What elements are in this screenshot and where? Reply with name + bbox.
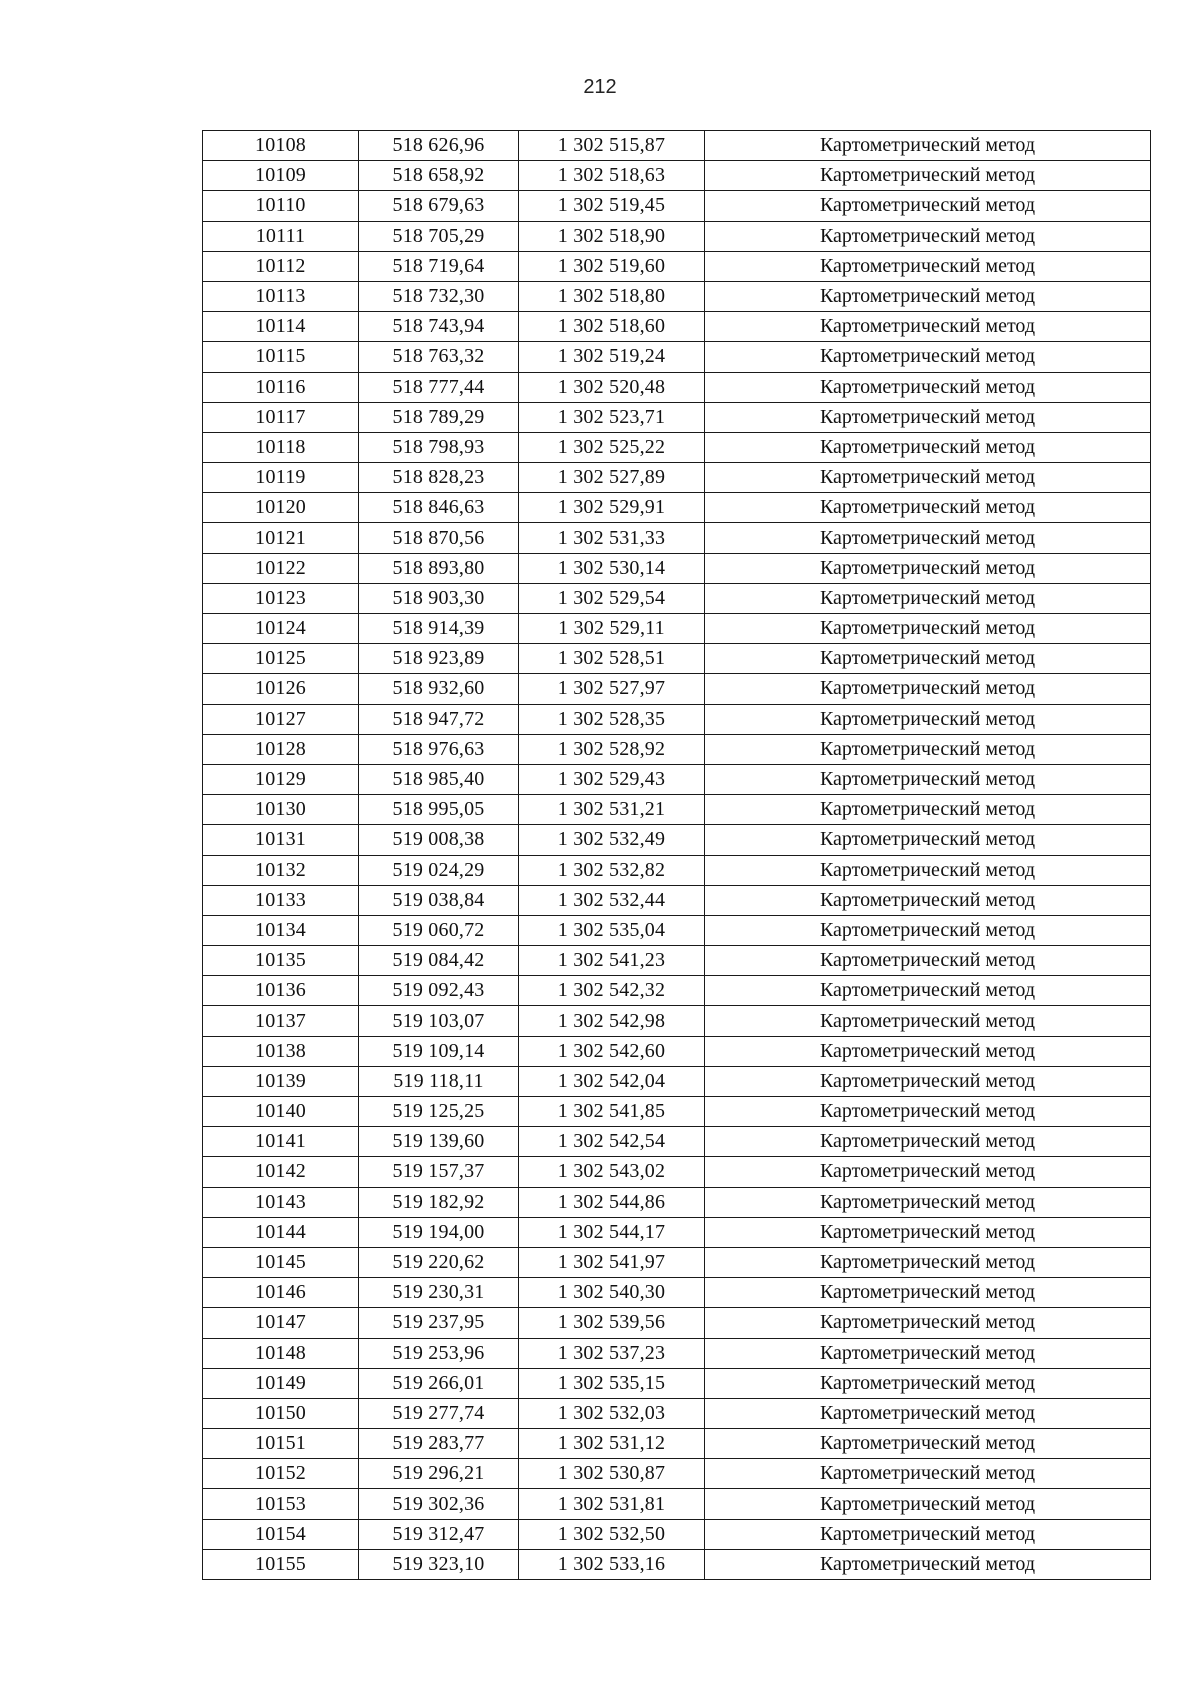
y-coordinate-cell: 1 302 531,33 — [519, 523, 705, 553]
table-row — [203, 1489, 1151, 1519]
y-coordinate-cell: 1 302 532,50 — [519, 1519, 705, 1549]
y-coordinate-cell: 1 302 542,04 — [519, 1066, 705, 1096]
table-row — [203, 644, 1151, 674]
table-row — [203, 1308, 1151, 1338]
table-row — [203, 1459, 1151, 1489]
method-cell: Картометрический метод — [705, 704, 1151, 734]
point-number-cell: 10110 — [203, 191, 359, 221]
y-coordinate-cell: 1 302 519,45 — [519, 191, 705, 221]
method-cell: Картометрический метод — [705, 795, 1151, 825]
method-cell: Картометрический метод — [705, 1519, 1151, 1549]
table-row — [203, 1278, 1151, 1308]
method-cell: Картометрический метод — [705, 1278, 1151, 1308]
x-coordinate-cell: 519 277,74 — [359, 1398, 519, 1428]
y-coordinate-cell: 1 302 544,86 — [519, 1187, 705, 1217]
y-coordinate-cell: 1 302 519,60 — [519, 251, 705, 281]
table-row — [203, 523, 1151, 553]
point-number-cell: 10144 — [203, 1217, 359, 1247]
y-coordinate-cell: 1 302 529,11 — [519, 614, 705, 644]
table-row — [203, 1187, 1151, 1217]
point-number-cell: 10145 — [203, 1247, 359, 1277]
y-coordinate-cell: 1 302 542,54 — [519, 1127, 705, 1157]
x-coordinate-cell: 518 719,64 — [359, 251, 519, 281]
x-coordinate-cell: 519 139,60 — [359, 1127, 519, 1157]
method-cell: Картометрический метод — [705, 191, 1151, 221]
table-row — [203, 1036, 1151, 1066]
method-cell: Картометрический метод — [705, 1157, 1151, 1187]
coordinates-table — [202, 130, 1151, 1580]
table-row — [203, 1127, 1151, 1157]
point-number-cell: 10137 — [203, 1006, 359, 1036]
y-coordinate-cell: 1 302 532,49 — [519, 825, 705, 855]
point-number-cell: 10127 — [203, 704, 359, 734]
x-coordinate-cell: 519 103,07 — [359, 1006, 519, 1036]
y-coordinate-cell: 1 302 542,98 — [519, 1006, 705, 1036]
table-row — [203, 614, 1151, 644]
y-coordinate-cell: 1 302 539,56 — [519, 1308, 705, 1338]
y-coordinate-cell: 1 302 537,23 — [519, 1338, 705, 1368]
method-cell: Картометрический метод — [705, 372, 1151, 402]
point-number-cell: 10130 — [203, 795, 359, 825]
table-row — [203, 734, 1151, 764]
table-row — [203, 221, 1151, 251]
x-coordinate-cell: 519 038,84 — [359, 885, 519, 915]
y-coordinate-cell: 1 302 529,43 — [519, 764, 705, 794]
table-row — [203, 855, 1151, 885]
x-coordinate-cell: 519 125,25 — [359, 1097, 519, 1127]
table-row — [203, 1338, 1151, 1368]
x-coordinate-cell: 519 157,37 — [359, 1157, 519, 1187]
method-cell: Картометрический метод — [705, 1549, 1151, 1579]
table-row — [203, 764, 1151, 794]
point-number-cell: 10111 — [203, 221, 359, 251]
table-row — [203, 493, 1151, 523]
y-coordinate-cell: 1 302 518,80 — [519, 281, 705, 311]
table-row — [203, 795, 1151, 825]
method-cell: Картометрический метод — [705, 855, 1151, 885]
table-row — [203, 915, 1151, 945]
y-coordinate-cell: 1 302 528,92 — [519, 734, 705, 764]
y-coordinate-cell: 1 302 528,51 — [519, 644, 705, 674]
x-coordinate-cell: 519 060,72 — [359, 915, 519, 945]
table-row — [203, 885, 1151, 915]
table-row — [203, 553, 1151, 583]
y-coordinate-cell: 1 302 531,81 — [519, 1489, 705, 1519]
point-number-cell: 10149 — [203, 1368, 359, 1398]
point-number-cell: 10124 — [203, 614, 359, 644]
point-number-cell: 10122 — [203, 553, 359, 583]
x-coordinate-cell: 519 109,14 — [359, 1036, 519, 1066]
table-row — [203, 432, 1151, 462]
x-coordinate-cell: 519 024,29 — [359, 855, 519, 885]
point-number-cell: 10128 — [203, 734, 359, 764]
y-coordinate-cell: 1 302 531,21 — [519, 795, 705, 825]
method-cell: Картометрический метод — [705, 221, 1151, 251]
y-coordinate-cell: 1 302 518,63 — [519, 161, 705, 191]
point-number-cell: 10140 — [203, 1097, 359, 1127]
method-cell: Картометрический метод — [705, 1066, 1151, 1096]
point-number-cell: 10120 — [203, 493, 359, 523]
x-coordinate-cell: 518 763,32 — [359, 342, 519, 372]
point-number-cell: 10136 — [203, 976, 359, 1006]
x-coordinate-cell: 518 903,30 — [359, 583, 519, 613]
table-row — [203, 1157, 1151, 1187]
table-row — [203, 281, 1151, 311]
method-cell: Картометрический метод — [705, 885, 1151, 915]
point-number-cell: 10154 — [203, 1519, 359, 1549]
method-cell: Картометрический метод — [705, 1489, 1151, 1519]
point-number-cell: 10155 — [203, 1549, 359, 1579]
method-cell: Картометрический метод — [705, 1187, 1151, 1217]
table-row — [203, 1247, 1151, 1277]
method-cell: Картометрический метод — [705, 1429, 1151, 1459]
method-cell: Картометрический метод — [705, 1247, 1151, 1277]
x-coordinate-cell: 518 870,56 — [359, 523, 519, 553]
point-number-cell: 10148 — [203, 1338, 359, 1368]
x-coordinate-cell: 518 828,23 — [359, 463, 519, 493]
method-cell: Картометрический метод — [705, 1308, 1151, 1338]
method-cell: Картометрический метод — [705, 583, 1151, 613]
method-cell: Картометрический метод — [705, 1006, 1151, 1036]
point-number-cell: 10112 — [203, 251, 359, 281]
y-coordinate-cell: 1 302 529,91 — [519, 493, 705, 523]
x-coordinate-cell: 519 283,77 — [359, 1429, 519, 1459]
y-coordinate-cell: 1 302 541,23 — [519, 946, 705, 976]
coordinates-table-body — [203, 131, 1151, 1580]
point-number-cell: 10119 — [203, 463, 359, 493]
point-number-cell: 10109 — [203, 161, 359, 191]
x-coordinate-cell: 518 732,30 — [359, 281, 519, 311]
y-coordinate-cell: 1 302 518,90 — [519, 221, 705, 251]
x-coordinate-cell: 518 626,96 — [359, 131, 519, 161]
table-row — [203, 704, 1151, 734]
table-row — [203, 1398, 1151, 1428]
point-number-cell: 10129 — [203, 764, 359, 794]
method-cell: Картометрический метод — [705, 1217, 1151, 1247]
point-number-cell: 10147 — [203, 1308, 359, 1338]
method-cell: Картометрический метод — [705, 674, 1151, 704]
y-coordinate-cell: 1 302 543,02 — [519, 1157, 705, 1187]
x-coordinate-cell: 519 266,01 — [359, 1368, 519, 1398]
method-cell: Картометрический метод — [705, 915, 1151, 945]
table-row — [203, 312, 1151, 342]
point-number-cell: 10152 — [203, 1459, 359, 1489]
table-row — [203, 372, 1151, 402]
y-coordinate-cell: 1 302 519,24 — [519, 342, 705, 372]
table-row — [203, 946, 1151, 976]
y-coordinate-cell: 1 302 541,85 — [519, 1097, 705, 1127]
method-cell: Картометрический метод — [705, 281, 1151, 311]
x-coordinate-cell: 518 893,80 — [359, 553, 519, 583]
x-coordinate-cell: 518 932,60 — [359, 674, 519, 704]
table-row — [203, 402, 1151, 432]
point-number-cell: 10133 — [203, 885, 359, 915]
x-coordinate-cell: 519 237,95 — [359, 1308, 519, 1338]
point-number-cell: 10131 — [203, 825, 359, 855]
point-number-cell: 10150 — [203, 1398, 359, 1428]
point-number-cell: 10138 — [203, 1036, 359, 1066]
y-coordinate-cell: 1 302 531,12 — [519, 1429, 705, 1459]
y-coordinate-cell: 1 302 535,15 — [519, 1368, 705, 1398]
point-number-cell: 10135 — [203, 946, 359, 976]
table-row — [203, 1429, 1151, 1459]
x-coordinate-cell: 519 323,10 — [359, 1549, 519, 1579]
table-row — [203, 1217, 1151, 1247]
method-cell: Картометрический метод — [705, 644, 1151, 674]
y-coordinate-cell: 1 302 520,48 — [519, 372, 705, 402]
point-number-cell: 10132 — [203, 855, 359, 885]
y-coordinate-cell: 1 302 525,22 — [519, 432, 705, 462]
x-coordinate-cell: 519 302,36 — [359, 1489, 519, 1519]
point-number-cell: 10117 — [203, 402, 359, 432]
x-coordinate-cell: 519 230,31 — [359, 1278, 519, 1308]
method-cell: Картометрический метод — [705, 553, 1151, 583]
method-cell: Картометрический метод — [705, 493, 1151, 523]
y-coordinate-cell: 1 302 535,04 — [519, 915, 705, 945]
x-coordinate-cell: 518 923,89 — [359, 644, 519, 674]
method-cell: Картометрический метод — [705, 1368, 1151, 1398]
y-coordinate-cell: 1 302 527,97 — [519, 674, 705, 704]
method-cell: Картометрический метод — [705, 251, 1151, 281]
table-row — [203, 463, 1151, 493]
point-number-cell: 10123 — [203, 583, 359, 613]
x-coordinate-cell: 519 008,38 — [359, 825, 519, 855]
table-row — [203, 1066, 1151, 1096]
y-coordinate-cell: 1 302 542,32 — [519, 976, 705, 1006]
table-row — [203, 1368, 1151, 1398]
point-number-cell: 10151 — [203, 1429, 359, 1459]
method-cell: Картометрический метод — [705, 312, 1151, 342]
point-number-cell: 10126 — [203, 674, 359, 704]
point-number-cell: 10143 — [203, 1187, 359, 1217]
method-cell: Картометрический метод — [705, 1127, 1151, 1157]
y-coordinate-cell: 1 302 532,82 — [519, 855, 705, 885]
y-coordinate-cell: 1 302 533,16 — [519, 1549, 705, 1579]
method-cell: Картометрический метод — [705, 131, 1151, 161]
point-number-cell: 10142 — [203, 1157, 359, 1187]
table-row — [203, 1549, 1151, 1579]
x-coordinate-cell: 518 976,63 — [359, 734, 519, 764]
method-cell: Картометрический метод — [705, 342, 1151, 372]
y-coordinate-cell: 1 302 518,60 — [519, 312, 705, 342]
table-row — [203, 1519, 1151, 1549]
y-coordinate-cell: 1 302 530,87 — [519, 1459, 705, 1489]
table-row — [203, 674, 1151, 704]
point-number-cell: 10146 — [203, 1278, 359, 1308]
x-coordinate-cell: 518 985,40 — [359, 764, 519, 794]
y-coordinate-cell: 1 302 527,89 — [519, 463, 705, 493]
x-coordinate-cell: 518 777,44 — [359, 372, 519, 402]
method-cell: Картометрический метод — [705, 976, 1151, 1006]
method-cell: Картометрический метод — [705, 463, 1151, 493]
x-coordinate-cell: 519 182,92 — [359, 1187, 519, 1217]
y-coordinate-cell: 1 302 528,35 — [519, 704, 705, 734]
table-row — [203, 1097, 1151, 1127]
point-number-cell: 10134 — [203, 915, 359, 945]
y-coordinate-cell: 1 302 544,17 — [519, 1217, 705, 1247]
method-cell: Картометрический метод — [705, 402, 1151, 432]
table-row — [203, 342, 1151, 372]
x-coordinate-cell: 518 743,94 — [359, 312, 519, 342]
point-number-cell: 10108 — [203, 131, 359, 161]
table-row — [203, 825, 1151, 855]
method-cell: Картометрический метод — [705, 1398, 1151, 1428]
y-coordinate-cell: 1 302 541,97 — [519, 1247, 705, 1277]
x-coordinate-cell: 518 947,72 — [359, 704, 519, 734]
y-coordinate-cell: 1 302 523,71 — [519, 402, 705, 432]
method-cell: Картометрический метод — [705, 734, 1151, 764]
method-cell: Картометрический метод — [705, 1459, 1151, 1489]
table-row — [203, 251, 1151, 281]
point-number-cell: 10153 — [203, 1489, 359, 1519]
x-coordinate-cell: 518 705,29 — [359, 221, 519, 251]
y-coordinate-cell: 1 302 530,14 — [519, 553, 705, 583]
page-number: 212 — [583, 76, 617, 98]
coordinates-table-container — [202, 130, 1150, 1580]
x-coordinate-cell: 518 995,05 — [359, 795, 519, 825]
x-coordinate-cell: 519 220,62 — [359, 1247, 519, 1277]
point-number-cell: 10113 — [203, 281, 359, 311]
method-cell: Картометрический метод — [705, 1097, 1151, 1127]
y-coordinate-cell: 1 302 532,44 — [519, 885, 705, 915]
x-coordinate-cell: 519 194,00 — [359, 1217, 519, 1247]
x-coordinate-cell: 518 846,63 — [359, 493, 519, 523]
point-number-cell: 10114 — [203, 312, 359, 342]
x-coordinate-cell: 518 798,93 — [359, 432, 519, 462]
y-coordinate-cell: 1 302 515,87 — [519, 131, 705, 161]
point-number-cell: 10125 — [203, 644, 359, 674]
method-cell: Картометрический метод — [705, 1338, 1151, 1368]
method-cell: Картометрический метод — [705, 161, 1151, 191]
point-number-cell: 10118 — [203, 432, 359, 462]
point-number-cell: 10116 — [203, 372, 359, 402]
x-coordinate-cell: 518 658,92 — [359, 161, 519, 191]
point-number-cell: 10141 — [203, 1127, 359, 1157]
method-cell: Картометрический метод — [705, 946, 1151, 976]
x-coordinate-cell: 519 084,42 — [359, 946, 519, 976]
y-coordinate-cell: 1 302 540,30 — [519, 1278, 705, 1308]
table-row — [203, 191, 1151, 221]
method-cell: Картометрический метод — [705, 825, 1151, 855]
x-coordinate-cell: 519 092,43 — [359, 976, 519, 1006]
y-coordinate-cell: 1 302 529,54 — [519, 583, 705, 613]
point-number-cell: 10139 — [203, 1066, 359, 1096]
y-coordinate-cell: 1 302 542,60 — [519, 1036, 705, 1066]
method-cell: Картометрический метод — [705, 614, 1151, 644]
x-coordinate-cell: 519 296,21 — [359, 1459, 519, 1489]
table-row — [203, 131, 1151, 161]
method-cell: Картометрический метод — [705, 432, 1151, 462]
x-coordinate-cell: 519 118,11 — [359, 1066, 519, 1096]
method-cell: Картометрический метод — [705, 523, 1151, 553]
x-coordinate-cell: 518 679,63 — [359, 191, 519, 221]
table-row — [203, 1006, 1151, 1036]
y-coordinate-cell: 1 302 532,03 — [519, 1398, 705, 1428]
method-cell: Картометрический метод — [705, 1036, 1151, 1066]
x-coordinate-cell: 518 789,29 — [359, 402, 519, 432]
table-row — [203, 976, 1151, 1006]
point-number-cell: 10121 — [203, 523, 359, 553]
method-cell: Картометрический метод — [705, 764, 1151, 794]
x-coordinate-cell: 519 253,96 — [359, 1338, 519, 1368]
point-number-cell: 10115 — [203, 342, 359, 372]
x-coordinate-cell: 518 914,39 — [359, 614, 519, 644]
x-coordinate-cell: 519 312,47 — [359, 1519, 519, 1549]
table-row — [203, 161, 1151, 191]
table-row — [203, 583, 1151, 613]
